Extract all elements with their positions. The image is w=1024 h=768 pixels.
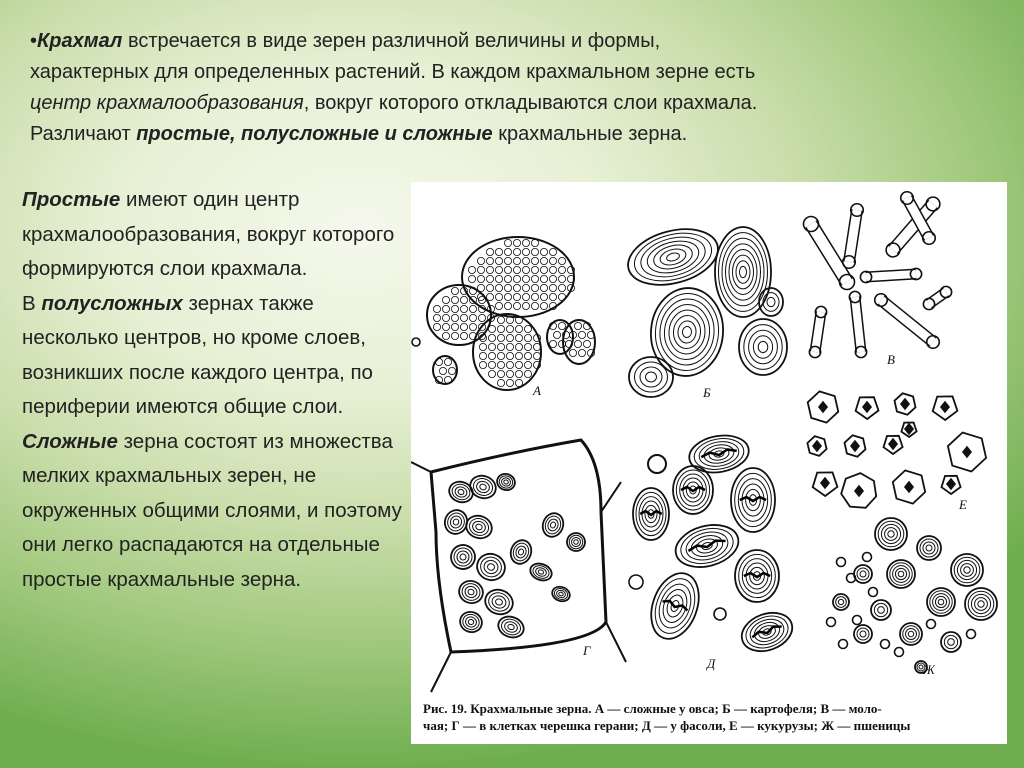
intro-line4-start: Различают <box>30 123 137 145</box>
starch-grains-illustration <box>411 182 1007 702</box>
label-g: Г <box>583 643 591 658</box>
intro-line3: , вокруг которого откладываются слои крахмала. <box>303 92 758 114</box>
term-starch: Крахмал <box>37 30 123 52</box>
grain-types-description <box>22 183 414 597</box>
complex-text: зерна состоят из множества мелких крахмальных зерен, не окруженных общими слоями, и поэтому они легко распадаются на отдельные простые крахмальные зерна. <box>22 429 402 591</box>
label-zh: Ж <box>923 662 935 677</box>
term-types: простые, полусложные и сложные <box>136 123 493 145</box>
intro-line4-end: крахмальные зерна. <box>492 123 688 145</box>
semi-term: полусложных <box>41 291 183 315</box>
caption-line1: Рис. 19. Крахмальные зерна. А — сложные у овса; Б — картофеля; В — моло- <box>423 701 882 716</box>
label-e: Е <box>959 497 967 512</box>
figure-caption <box>423 700 998 734</box>
semi-prefix: В <box>22 291 42 315</box>
term-center: центр крахмалообразования <box>30 92 304 114</box>
label-b: Б <box>703 385 711 400</box>
intro-line2: характерных для определенных растений. В каждом крахмальном зерне есть <box>30 61 756 83</box>
label-d: Д <box>707 656 716 671</box>
simple-term: Простые <box>22 188 121 211</box>
complex-term: Сложные <box>22 429 118 453</box>
semi-text: зернах также несколько центров, но кроме слоев, возникших после каждого центра, по периферии имеются общие слои. <box>22 291 373 418</box>
label-v: В <box>887 352 895 367</box>
simple-text: имеют один центр крахмалообразования, вокруг которого формируются слои крахмала. <box>22 188 395 280</box>
intro-paragraph <box>30 26 990 150</box>
label-a: А <box>533 383 541 398</box>
bullet: • <box>30 30 38 52</box>
caption-line2: чая; Г — в клетках черешка герани; Д — у фасоли, Е — кукурузы; Ж — пшеницы <box>423 718 911 733</box>
starch-grains-figure <box>411 182 1007 744</box>
intro-line1: встречается в виде зерен различной величины и формы, <box>122 30 661 52</box>
